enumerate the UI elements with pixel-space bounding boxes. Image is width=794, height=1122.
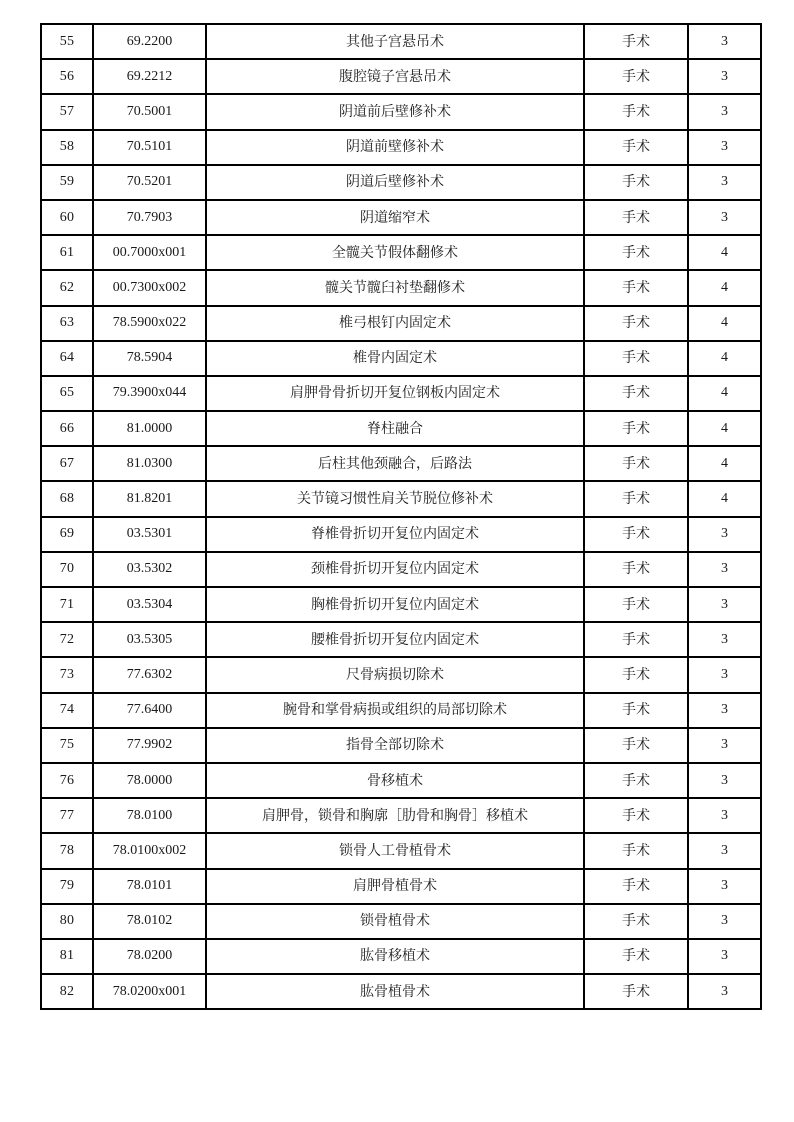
table-row <box>41 974 761 1009</box>
procedure-code: 70.5101 <box>93 130 206 165</box>
row-number: 67 <box>41 446 93 481</box>
procedure-code: 78.0200x001 <box>93 974 206 1009</box>
procedure-name: 椎骨内固定术 <box>206 341 584 376</box>
procedure-level: 3 <box>688 693 761 728</box>
table-row <box>41 341 761 376</box>
procedure-name: 脊椎骨折切开复位内固定术 <box>206 517 584 552</box>
procedure-code: 81.8201 <box>93 481 206 516</box>
procedure-level: 4 <box>688 376 761 411</box>
procedure-level: 3 <box>688 657 761 692</box>
table-row <box>41 446 761 481</box>
procedure-code: 81.0000 <box>93 411 206 446</box>
procedure-type: 手术 <box>584 939 688 974</box>
table-row <box>41 728 761 763</box>
procedure-level: 3 <box>688 59 761 94</box>
procedure-type: 手术 <box>584 517 688 552</box>
procedure-name: 腕骨和掌骨病损或组织的局部切除术 <box>206 693 584 728</box>
row-number: 55 <box>41 24 93 59</box>
table-row <box>41 94 761 129</box>
procedure-type: 手术 <box>584 94 688 129</box>
table-row <box>41 552 761 587</box>
row-number: 76 <box>41 763 93 798</box>
row-number: 59 <box>41 165 93 200</box>
procedure-type: 手术 <box>584 59 688 94</box>
procedure-type: 手术 <box>584 552 688 587</box>
procedure-level: 3 <box>688 130 761 165</box>
table-row <box>41 939 761 974</box>
table-row <box>41 693 761 728</box>
row-number: 82 <box>41 974 93 1009</box>
procedure-code: 69.2212 <box>93 59 206 94</box>
procedure-level: 3 <box>688 552 761 587</box>
row-number: 68 <box>41 481 93 516</box>
row-number: 65 <box>41 376 93 411</box>
procedure-type: 手术 <box>584 587 688 622</box>
procedure-level: 3 <box>688 517 761 552</box>
procedure-name: 肩胛骨骨折切开复位钢板内固定术 <box>206 376 584 411</box>
procedure-name: 肱骨移植术 <box>206 939 584 974</box>
procedure-code: 00.7300x002 <box>93 270 206 305</box>
procedure-level: 3 <box>688 904 761 939</box>
procedure-code: 78.0200 <box>93 939 206 974</box>
procedure-name: 指骨全部切除术 <box>206 728 584 763</box>
procedure-name: 脊柱融合 <box>206 411 584 446</box>
procedure-level: 4 <box>688 341 761 376</box>
procedure-code: 69.2200 <box>93 24 206 59</box>
table-row <box>41 306 761 341</box>
table-row <box>41 657 761 692</box>
table-row <box>41 869 761 904</box>
procedure-code: 78.0000 <box>93 763 206 798</box>
procedure-type: 手术 <box>584 270 688 305</box>
table-row <box>41 622 761 657</box>
procedure-level: 4 <box>688 411 761 446</box>
procedure-type: 手术 <box>584 165 688 200</box>
row-number: 78 <box>41 833 93 868</box>
procedure-type: 手术 <box>584 376 688 411</box>
table-row <box>41 904 761 939</box>
procedure-type: 手术 <box>584 833 688 868</box>
procedure-code: 78.0101 <box>93 869 206 904</box>
procedure-name: 肩胛骨植骨术 <box>206 869 584 904</box>
procedure-level: 3 <box>688 763 761 798</box>
row-number: 77 <box>41 798 93 833</box>
table-row <box>41 235 761 270</box>
row-number: 71 <box>41 587 93 622</box>
procedure-type: 手术 <box>584 798 688 833</box>
procedure-level: 3 <box>688 24 761 59</box>
procedure-level: 3 <box>688 974 761 1009</box>
procedure-name: 腰椎骨折切开复位内固定术 <box>206 622 584 657</box>
table-row <box>41 130 761 165</box>
procedure-name: 肱骨植骨术 <box>206 974 584 1009</box>
document-page <box>40 23 760 1010</box>
procedure-name: 骨移植术 <box>206 763 584 798</box>
procedure-code: 00.7000x001 <box>93 235 206 270</box>
row-number: 75 <box>41 728 93 763</box>
procedure-name: 全髋关节假体翻修术 <box>206 235 584 270</box>
procedure-level: 3 <box>688 869 761 904</box>
table-row <box>41 763 761 798</box>
procedure-code: 81.0300 <box>93 446 206 481</box>
procedure-code: 79.3900x044 <box>93 376 206 411</box>
procedure-code: 77.6400 <box>93 693 206 728</box>
procedure-code: 78.5900x022 <box>93 306 206 341</box>
procedure-type: 手术 <box>584 200 688 235</box>
procedure-level: 3 <box>688 200 761 235</box>
procedure-type: 手术 <box>584 24 688 59</box>
procedure-level: 4 <box>688 446 761 481</box>
procedure-type: 手术 <box>584 728 688 763</box>
procedure-code: 78.0100 <box>93 798 206 833</box>
row-number: 60 <box>41 200 93 235</box>
procedure-type: 手术 <box>584 481 688 516</box>
procedure-level: 3 <box>688 622 761 657</box>
table-row <box>41 481 761 516</box>
procedure-name: 阴道后壁修补术 <box>206 165 584 200</box>
procedure-name: 关节镜习惯性肩关节脱位修补术 <box>206 481 584 516</box>
procedure-name: 阴道前壁修补术 <box>206 130 584 165</box>
procedure-code: 03.5302 <box>93 552 206 587</box>
procedure-level: 3 <box>688 728 761 763</box>
procedure-level: 3 <box>688 833 761 868</box>
procedure-level: 4 <box>688 270 761 305</box>
procedure-code: 78.0102 <box>93 904 206 939</box>
procedure-level: 3 <box>688 94 761 129</box>
row-number: 62 <box>41 270 93 305</box>
table-row <box>41 200 761 235</box>
procedure-name: 其他子宫悬吊术 <box>206 24 584 59</box>
procedure-name: 阴道前后壁修补术 <box>206 94 584 129</box>
procedure-name: 椎弓根钉内固定术 <box>206 306 584 341</box>
procedure-name: 锁骨植骨术 <box>206 904 584 939</box>
procedure-code: 03.5305 <box>93 622 206 657</box>
row-number: 80 <box>41 904 93 939</box>
table-row <box>41 165 761 200</box>
table-row <box>41 587 761 622</box>
procedure-level: 3 <box>688 587 761 622</box>
procedure-level: 4 <box>688 306 761 341</box>
procedure-name: 阴道缩窄术 <box>206 200 584 235</box>
row-number: 72 <box>41 622 93 657</box>
row-number: 66 <box>41 411 93 446</box>
procedure-table <box>40 23 762 1010</box>
row-number: 81 <box>41 939 93 974</box>
row-number: 73 <box>41 657 93 692</box>
procedure-name: 后柱其他颈融合，后路法 <box>206 446 584 481</box>
row-number: 64 <box>41 341 93 376</box>
table-row <box>41 517 761 552</box>
procedure-code: 77.6302 <box>93 657 206 692</box>
procedure-type: 手术 <box>584 411 688 446</box>
table-body <box>41 24 761 1009</box>
table-row <box>41 24 761 59</box>
row-number: 61 <box>41 235 93 270</box>
row-number: 70 <box>41 552 93 587</box>
procedure-type: 手术 <box>584 974 688 1009</box>
procedure-type: 手术 <box>584 622 688 657</box>
procedure-level: 4 <box>688 235 761 270</box>
procedure-name: 肩胛骨，锁骨和胸廓［肋骨和胸骨］移植术 <box>206 798 584 833</box>
procedure-code: 78.0100x002 <box>93 833 206 868</box>
procedure-name: 胸椎骨折切开复位内固定术 <box>206 587 584 622</box>
procedure-type: 手术 <box>584 446 688 481</box>
procedure-level: 4 <box>688 481 761 516</box>
row-number: 58 <box>41 130 93 165</box>
procedure-name: 颈椎骨折切开复位内固定术 <box>206 552 584 587</box>
procedure-code: 03.5301 <box>93 517 206 552</box>
procedure-name: 锁骨人工骨植骨术 <box>206 833 584 868</box>
row-number: 63 <box>41 306 93 341</box>
procedure-level: 3 <box>688 165 761 200</box>
procedure-type: 手术 <box>584 869 688 904</box>
procedure-type: 手术 <box>584 341 688 376</box>
table-row <box>41 798 761 833</box>
procedure-type: 手术 <box>584 657 688 692</box>
table-row <box>41 833 761 868</box>
procedure-type: 手术 <box>584 763 688 798</box>
procedure-code: 77.9902 <box>93 728 206 763</box>
procedure-type: 手术 <box>584 306 688 341</box>
table-row <box>41 59 761 94</box>
procedure-code: 03.5304 <box>93 587 206 622</box>
table-row <box>41 270 761 305</box>
procedure-name: 腹腔镜子宫悬吊术 <box>206 59 584 94</box>
procedure-type: 手术 <box>584 235 688 270</box>
procedure-code: 70.7903 <box>93 200 206 235</box>
table-row <box>41 376 761 411</box>
row-number: 79 <box>41 869 93 904</box>
procedure-code: 70.5201 <box>93 165 206 200</box>
procedure-name: 髋关节髋臼衬垫翻修术 <box>206 270 584 305</box>
procedure-type: 手术 <box>584 693 688 728</box>
row-number: 57 <box>41 94 93 129</box>
procedure-type: 手术 <box>584 904 688 939</box>
procedure-code: 78.5904 <box>93 341 206 376</box>
procedure-code: 70.5001 <box>93 94 206 129</box>
procedure-level: 3 <box>688 798 761 833</box>
procedure-level: 3 <box>688 939 761 974</box>
procedure-type: 手术 <box>584 130 688 165</box>
row-number: 56 <box>41 59 93 94</box>
procedure-name: 尺骨病损切除术 <box>206 657 584 692</box>
table-row <box>41 411 761 446</box>
row-number: 74 <box>41 693 93 728</box>
row-number: 69 <box>41 517 93 552</box>
